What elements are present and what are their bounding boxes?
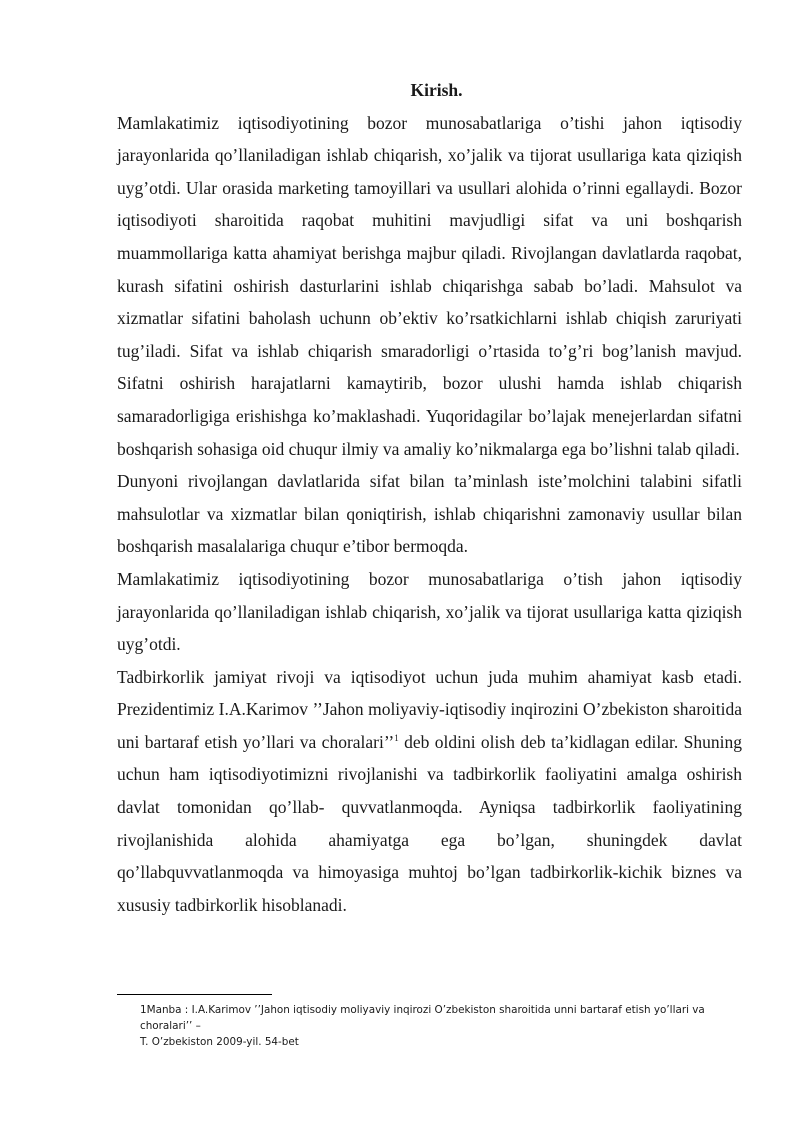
paragraph-4 (117, 661, 742, 922)
footnote-line-2: T. O’zbekiston 2009-yil. 54-bet (140, 1036, 299, 1048)
page-title: Kirish. (410, 80, 463, 100)
paragraph-2: Dunyoni rivojlangan davlatlarida sifat bilan ta’minlash iste’molchini talabini sifatli mahsulotlar va xizmatlar bilan qoniqtirish, ishlab chiqarishni zamonaviy usullar bilan boshqarish masalalariga chuqur e’tibor bermoqda. (117, 471, 742, 557)
footnote-reference[interactable]: 1 (394, 733, 399, 744)
paragraph-4-text-after: deb oldini olish deb ta’kidlagan edilar. Shuning uchun ham iqtisodiyotimizni rivojlanishi va tadbirkorlik faoliyatini amalga oshirish davlat tomonidan qo’llab- quvvatlanmoqda. Ayniqsa tadbirkorlik faoliyatining rivojlanishida alohida ahamiyatga ega bo’lgan, shuningdek davlat qo’llabquvvatlanmoqda va himoyasiga muhtoj bo’lgan tadbirkorlik-kichik biznes va xususiy tadbirkorlik hisoblanadi. (117, 731, 743, 915)
footnote-divider (117, 994, 272, 995)
footnote (140, 1002, 742, 1050)
paragraph-3: Mamlakatimiz iqtisodiyotining bozor munosabatlariga o’tish jahon iqtisodiy jarayonlarida qo’llaniladigan ishlab chiqarish, xo’jalik va tijorat usullariga katta qiziqish uyg’otdi. (117, 568, 742, 655)
paragraph-1: Mamlakatimiz iqtisodiyotining bozor munosabatlariga o’tishi jahon iqtisodiy jarayonlarida qo’llaniladigan ishlab chiqarish, xo’jalik va tijorat usullariga kata qiziqish uyg’otdi. Ular orasida marketing tamoyillari va usullari alohida o’rinni egallaydi. Bozor iqtisodiyoti sharoitida raqobat muhitini mavjudligi sifat va uni boshqarish muammollariga katta ahamiyat berishga majbur qiladi. Rivojlangan davlatlarda raqobat, kurash sifatini oshirish dasturlarini ishlab chiqarishga sabab bo’ladi. Mahsulot va xizmatlar sifatini baholash uchunn ob’ektiv ko’rsatkichlarni ishlab chiqish zaruriyati tug’iladi. Sifat va ishlab chiqarish smaradorligi o’rtasida to’g’ri bog’lanish mavjud. Sifatni oshirish harajatlarni kamaytirib, bozor ulushi hamda ishlab chiqarish samaradorligiga erishishga ko’maklashadi. Yuqoridagilar bo’lajak menejerlardan sifatni boshqarish sohasiga oid chuqur ilmiy va amaliy ko’nikmalarga ega bo’lishni talab qiladi. (117, 112, 742, 459)
footnote-line-1: 1Manba : I.A.Karimov ’’Jahon iqtisodiy moliyaviy inqirozi O’zbekiston sharoitida unni bartaraf etish yo’llari va choralari’’ – (140, 1004, 705, 1032)
document-body (117, 74, 742, 921)
paragraph-4-text-before: Tadbirkorlik jamiyat rivoji va iqtisodiyot uchun juda muhim ahamiyat kasb etadi. Prezidentimiz I.A.Karimov ’’Jahon moliyaviy-iqtisodiy inqirozini O’zbekiston sharoitida uni bartaraf etish yo’llari va choralari’’ (117, 666, 742, 752)
